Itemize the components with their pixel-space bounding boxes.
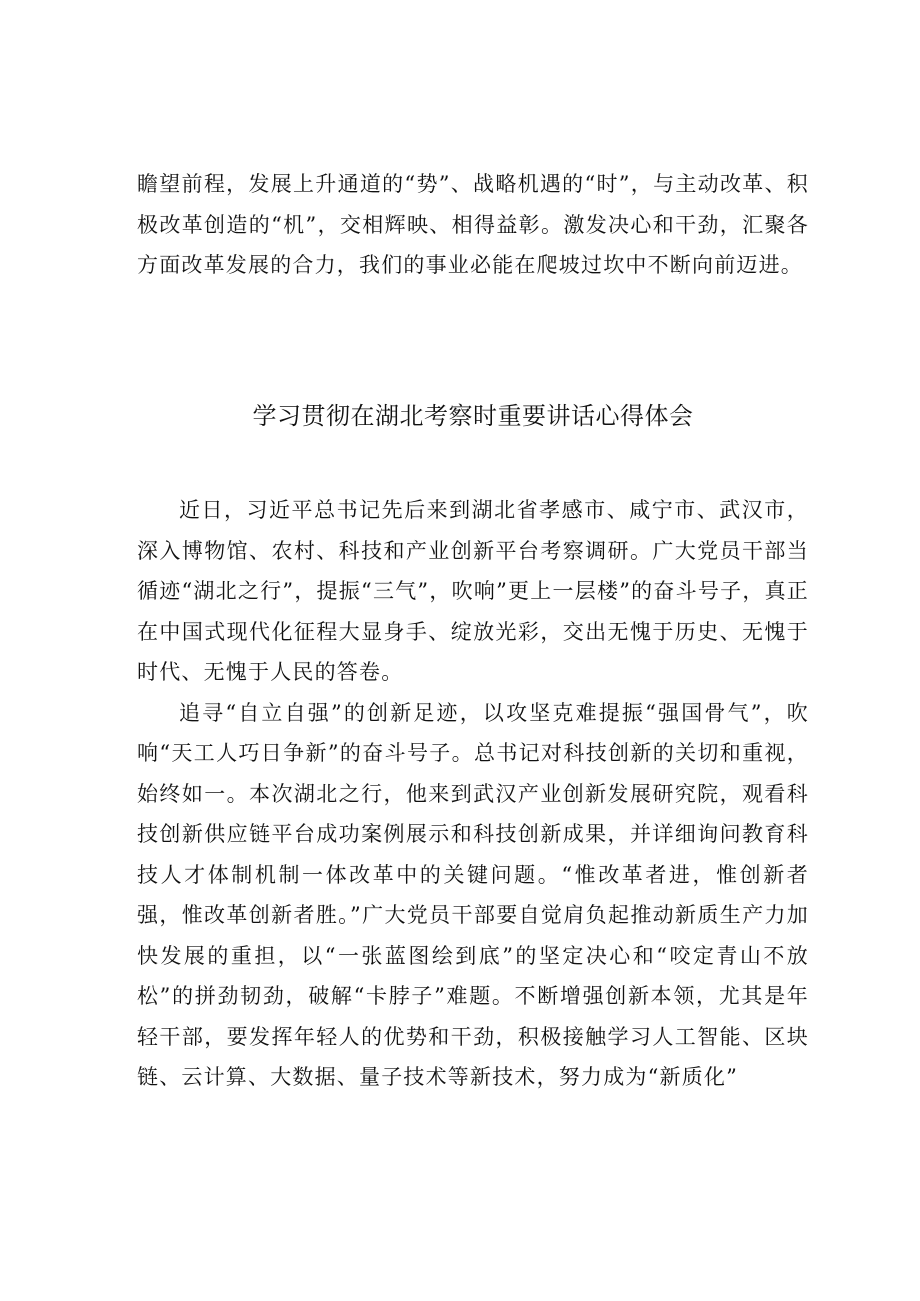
article-title: 学习贯彻在湖北考察时重要讲话心得体会 bbox=[252, 402, 694, 430]
article-body bbox=[137, 490, 809, 1098]
continuation-paragraph: 瞻望前程，发展上升通道的“势”、战略机遇的“时”，与主动改革、积极改革创造的“机”，交相辉映、相得益彰。激发决心和干劲，汇聚各方面改革发展的合力，我们的事业必能在爬坡过坎中不断向前迈进。 bbox=[137, 172, 809, 277]
body-paragraph: 追寻“自立自强”的创新足迹，以攻坚克难提振“强国骨气”，吹响“天工人巧日争新”的奋斗号子。总书记对科技创新的关切和重视，始终如一。本次湖北之行，他来到武汉产业创新发展研究院，观看科技创新供应链平台成功案例展示和科技创新成果，并详细询问教育科技人才体制机制一体改革中的关键问题。“惟改革者进，惟创新者强，惟改革创新者胜。”广大党员干部要自觉肩负起推动新质生产力加快发展的重担，以“一张蓝图绘到底”的坚定决心和“咬定青山不放松”的拼劲韧劲，破解“卡脖子”难题。不断增强创新本领，尤其是年轻干部，要发挥年轻人的优势和干劲，积极接触学习人工智能、区块链、云计算、大数据、量子技术等新技术，努力成为“新质化” bbox=[137, 700, 809, 1089]
body-paragraph: 近日，习近平总书记先后来到湖北省孝感市、咸宁市、武汉市，深入博物馆、农村、科技和产业创新平台考察调研。广大党员干部当循迹“湖北之行”，提振“三气”，吹响”更上一层楼”的奋斗号子，真正在中国式现代化征程大显身手、绽放光彩，交出无愧于历史、无愧于时代、无愧于人民的答卷。 bbox=[137, 498, 809, 684]
continuation-text bbox=[137, 164, 809, 286]
